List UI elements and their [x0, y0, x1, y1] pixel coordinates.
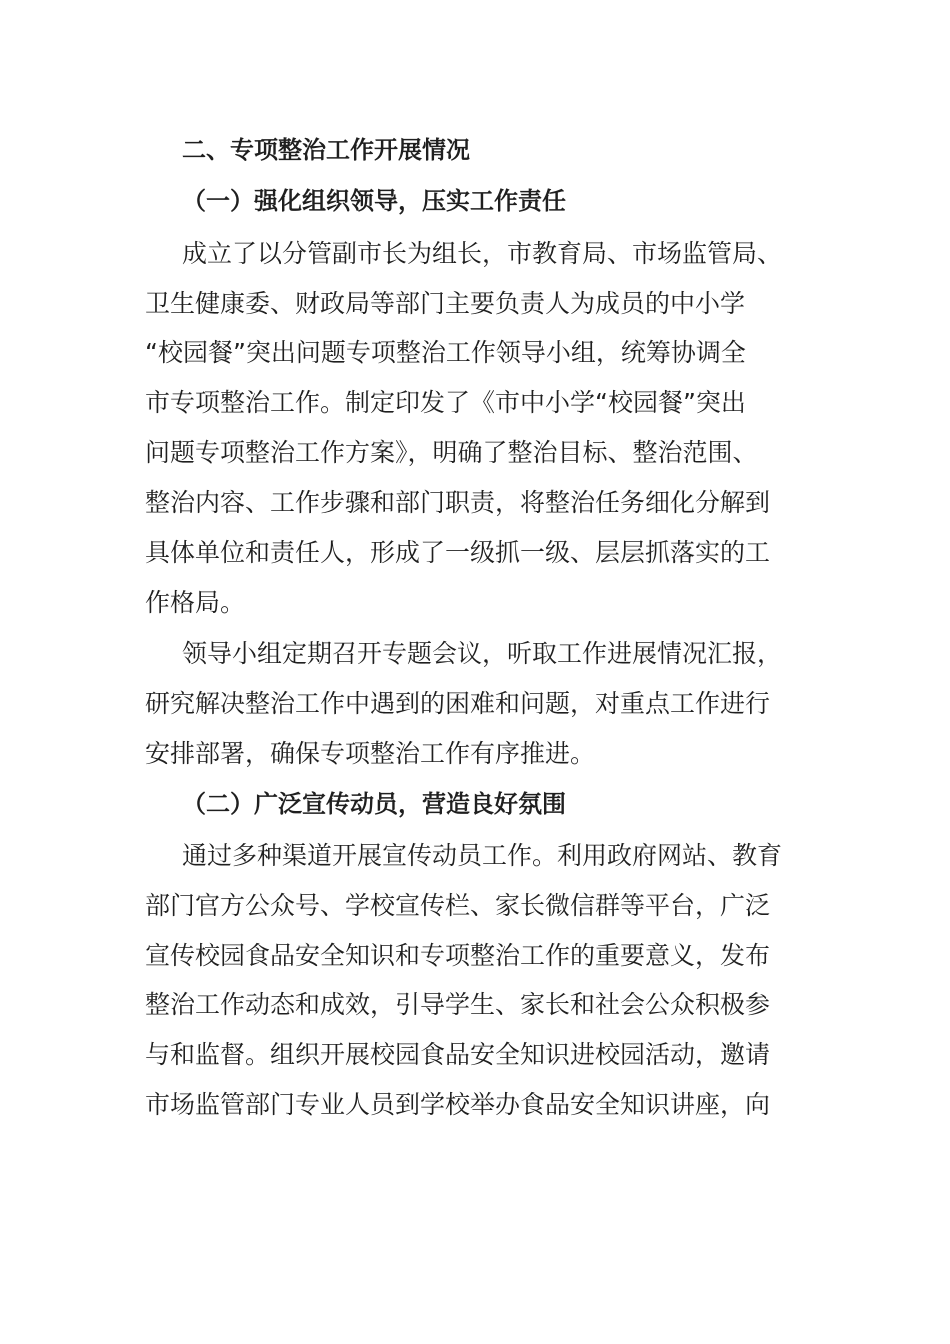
section-heading: 二、专项整治工作开展情况 [182, 136, 470, 164]
paragraph-line: 作格局。 [145, 588, 246, 617]
paragraph-line: 研究解决整治工作中遇到的困难和问题，对重点工作进行 [145, 689, 771, 718]
paragraph-line: 领导小组定期召开专题会议，听取工作进展情况汇报， [182, 639, 783, 668]
paragraph-line: 成立了以分管副市长为组长，市教育局、市场监管局、 [182, 239, 783, 268]
paragraph-line: 卫生健康委、财政局等部门主要负责人为成员的中小学 [145, 289, 746, 318]
paragraph-line: 整治内容、工作步骤和部门职责，将整治任务细化分解到 [145, 488, 771, 517]
paragraph-line: 市场监管部门专业人员到学校举办食品安全知识讲座，向 [145, 1090, 771, 1119]
paragraph-line: 市专项整治工作。制定印发了《市中小学“校园餐”突出 [145, 388, 746, 417]
subsection-heading: （二）广泛宣传动员，营造良好氛围 [182, 790, 566, 818]
paragraph-line: 整治工作动态和成效，引导学生、家长和社会公众积极参 [145, 990, 771, 1019]
paragraph-line: 问题专项整治工作方案》，明确了整治目标、整治范围、 [145, 438, 758, 467]
paragraph-line: 与和监督。组织开展校园食品安全知识进校园活动，邀请 [145, 1040, 771, 1069]
paragraph-line: 具体单位和责任人，形成了一级抓一级、层层抓落实的工 [145, 538, 771, 567]
paragraph-line: “校园餐”突出问题专项整治工作领导小组，统筹协调全 [145, 338, 746, 367]
paragraph-line: 安排部署，确保专项整治工作有序推进。 [145, 739, 596, 768]
paragraph-line: 部门官方公众号、学校宣传栏、家长微信群等平台，广泛 [145, 891, 771, 920]
subsection-heading: （一）强化组织领导，压实工作责任 [182, 187, 566, 215]
paragraph-line: 通过多种渠道开展宣传动员工作。利用政府网站、教育 [182, 841, 783, 870]
paragraph-line: 宣传校园食品安全知识和专项整治工作的重要意义，发布 [145, 941, 771, 970]
